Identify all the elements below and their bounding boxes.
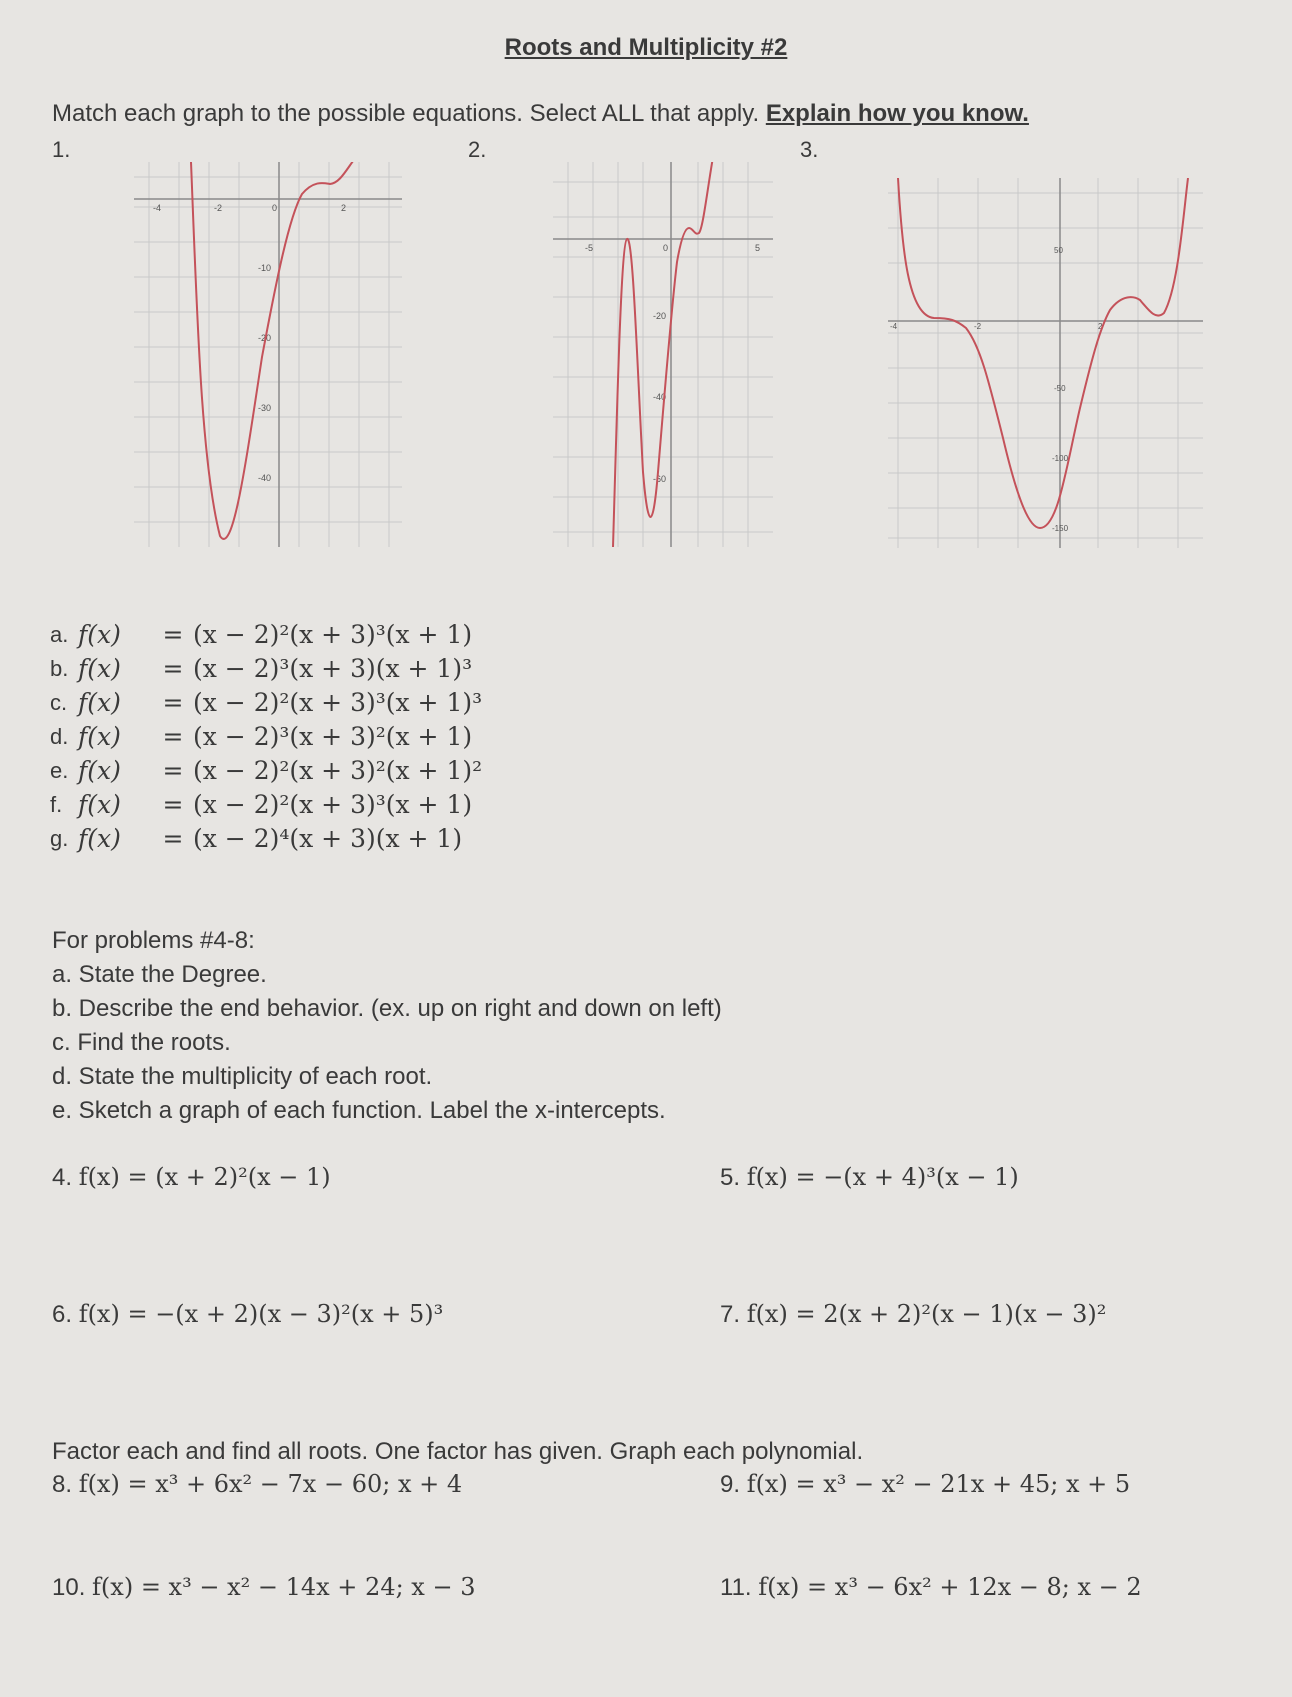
problem-10: 10. f(x) = x³ − x² − 14x + 24; x − 3 — [52, 1573, 476, 1601]
graph-number-2: 2. — [468, 137, 487, 162]
problem-8: 8. f(x) = x³ + 6x² − 7x − 60; x + 4 — [52, 1470, 463, 1498]
problem-9: 9. f(x) = x³ − x² − 21x + 45; x + 5 — [720, 1470, 1131, 1498]
graph-number-3: 3. — [800, 137, 819, 162]
graph-3-x-tick: -2 — [974, 322, 982, 331]
graph-2-x-tick: 0 — [663, 243, 669, 253]
graph-2-x-tick: -5 — [585, 243, 594, 253]
graph-3 — [888, 178, 1203, 548]
option-f: f. f(x) = (x − 2)²(x + 3)³(x + 1) — [50, 790, 473, 819]
for-problems-block — [52, 924, 722, 1128]
problem-6: 6. f(x) = −(x + 2)(x − 3)²(x + 5)³ — [52, 1300, 444, 1328]
graph-2-x-tick: 5 — [755, 243, 761, 253]
graph-1-curve — [191, 162, 356, 539]
graph-3-x-tick: -4 — [890, 322, 898, 331]
graph-2-y-tick: -60 — [653, 474, 667, 484]
step-c: c. Find the roots. — [52, 1029, 231, 1056]
option-d: d. f(x) = (x − 2)³(x + 3)²(x + 1) — [50, 722, 473, 751]
graph-1-x-tick: 2 — [341, 203, 347, 213]
equation-options — [50, 618, 482, 856]
graph-2-y-tick: -40 — [653, 392, 667, 402]
graph-1-x-tick: 0 — [272, 203, 278, 213]
step-a: a. State the Degree. — [52, 961, 267, 988]
page-title: Roots and Multiplicity #2 — [504, 34, 788, 61]
graph-1-x-tick: -4 — [153, 203, 162, 213]
graph-1-y-tick: -30 — [258, 403, 272, 413]
step-d: d. State the multiplicity of each root. — [52, 1063, 433, 1090]
graph-3-y-tick: -100 — [1052, 454, 1069, 463]
for-problems-heading: For problems #4-8: — [52, 927, 255, 954]
instructions-text: Match each graph to the possible equations. Select ALL that apply. — [52, 100, 760, 127]
graph-3-curve — [898, 178, 1188, 528]
graph-2-grid — [553, 162, 773, 547]
option-b: b. f(x) = (x − 2)³(x + 3)(x + 1)³ — [50, 654, 473, 683]
instructions-emphasis: Explain how you know. — [765, 100, 1029, 127]
graph-3-y-tick: 50 — [1054, 246, 1063, 255]
graph-2-y-tick: -20 — [653, 311, 667, 321]
graph-1-y-tick: -10 — [258, 263, 272, 273]
option-g: g. f(x) = (x − 2)⁴(x + 3)(x + 1) — [50, 824, 463, 853]
graph-1-x-tick: -2 — [214, 203, 223, 213]
graph-3-grid — [888, 178, 1203, 548]
graph-number-1: 1. — [52, 137, 71, 162]
graph-3-y-tick: -150 — [1052, 524, 1069, 533]
graph-1-grid — [134, 162, 402, 547]
option-a: a. f(x) = (x − 2)²(x + 3)³(x + 1) — [50, 620, 473, 649]
problem-11: 11. f(x) = x³ − 6x² + 12x − 8; x − 2 — [720, 1573, 1142, 1601]
factor-heading: Factor each and find all roots. One factor has given. Graph each polynomial. — [52, 1438, 864, 1465]
step-b: b. Describe the end behavior. (ex. up on right and down on left) — [52, 995, 722, 1022]
problem-7: 7. f(x) = 2(x + 2)²(x − 1)(x − 3)² — [720, 1300, 1107, 1328]
graph-1-y-tick: -40 — [258, 473, 272, 483]
problem-5: 5. f(x) = −(x + 4)³(x − 1) — [720, 1163, 1019, 1191]
graph-3-y-tick: -50 — [1054, 384, 1066, 393]
instructions — [52, 100, 1029, 128]
step-e: e. Sketch a graph of each function. Label the x-intercepts. — [52, 1097, 666, 1124]
graph-1 — [134, 162, 402, 547]
option-e: e. f(x) = (x − 2)²(x + 3)²(x + 1)² — [50, 756, 483, 785]
graph-1-y-tick: -20 — [258, 333, 272, 343]
option-c: c. f(x) = (x − 2)²(x + 3)³(x + 1)³ — [50, 688, 483, 717]
graph-3-x-tick: 2 — [1098, 322, 1103, 331]
problem-4: 4. f(x) = (x + 2)²(x − 1) — [52, 1163, 331, 1191]
graph-2 — [553, 162, 773, 547]
